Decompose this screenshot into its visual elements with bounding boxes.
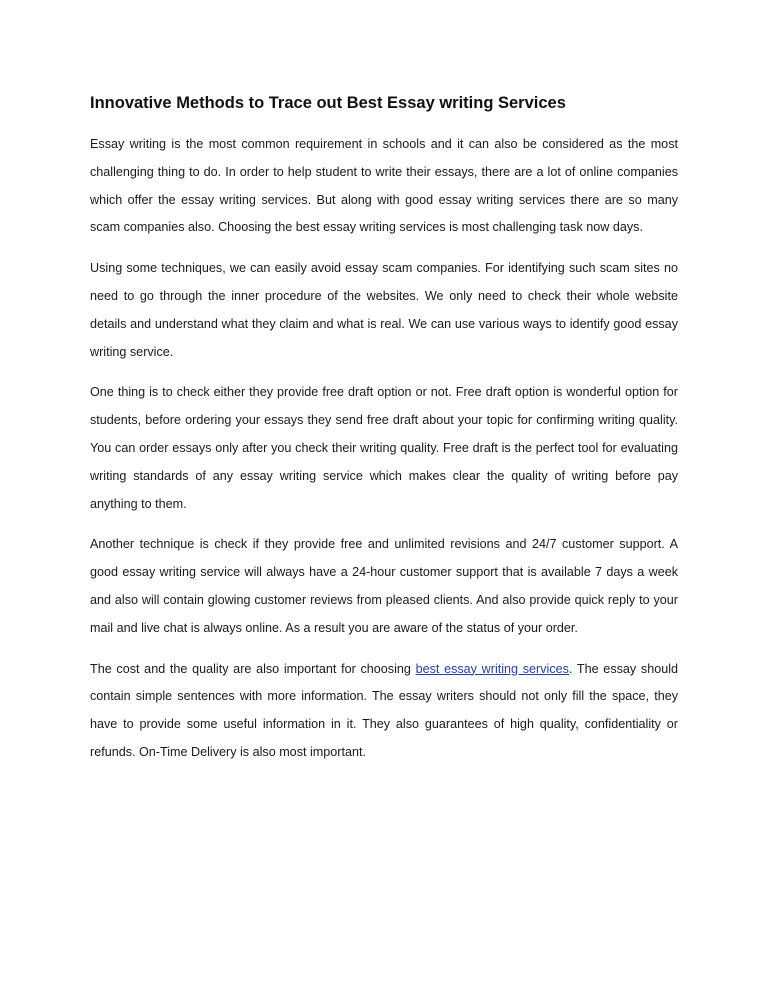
paragraph-text-after-link: . The essay should contain simple sentences with more information. The essay writers should not only fill the space, they have to provide some useful information in it. They also guarantees of high quality, confidentiality or refunds. On-Time Delivery is also most important. — [90, 661, 679, 759]
paragraph-techniques: Using some techniques, we can easily avoid essay scam companies. For identifying such scam sites no need to go through the inner procedure of the websites. We only need to check their whole website details and understand what they claim and what is real. We can use various ways to identify good essay writing service. — [90, 261, 678, 359]
paragraph-free-draft: One thing is to check either they provide free draft option or not. Free draft option is wonderful option for students, before ordering your essays they send free draft about your topic for confirming writing quality. You can order essays only after you check their writing quality. Free draft is the perfect tool for evaluating writing standards of any essay writing service which makes clear the quality of writing before pay anything to them. — [90, 385, 678, 511]
document-title: Innovative Methods to Trace out Best Essay writing Services — [90, 94, 566, 112]
paragraph-cost-quality — [90, 656, 678, 767]
paragraph-intro: Essay writing is the most common requirement in schools and it can also be considered as the most challenging thing to do. In order to help student to write their essays, there are a lot of online companies which offer the essay writing services. But along with good essay writing services there are so many scam companies also. Choosing the best essay writing services is most challenging task now days. — [90, 137, 678, 235]
paragraph-revisions: Another technique is check if they provide free and unlimited revisions and 24/7 customer support. A good essay writing service will always have a 24-hour customer support that is available 7 days a week and also will contain glowing customer reviews from pleased clients. And also provide quick reply to your mail and live chat is always online. As a result you are aware of the status of your order. — [90, 537, 678, 635]
paragraph-text-before-link: The cost and the quality are also important for choosing — [90, 661, 416, 676]
document-page — [90, 92, 678, 780]
best-essay-writing-services-link[interactable]: best essay writing services — [415, 661, 569, 676]
